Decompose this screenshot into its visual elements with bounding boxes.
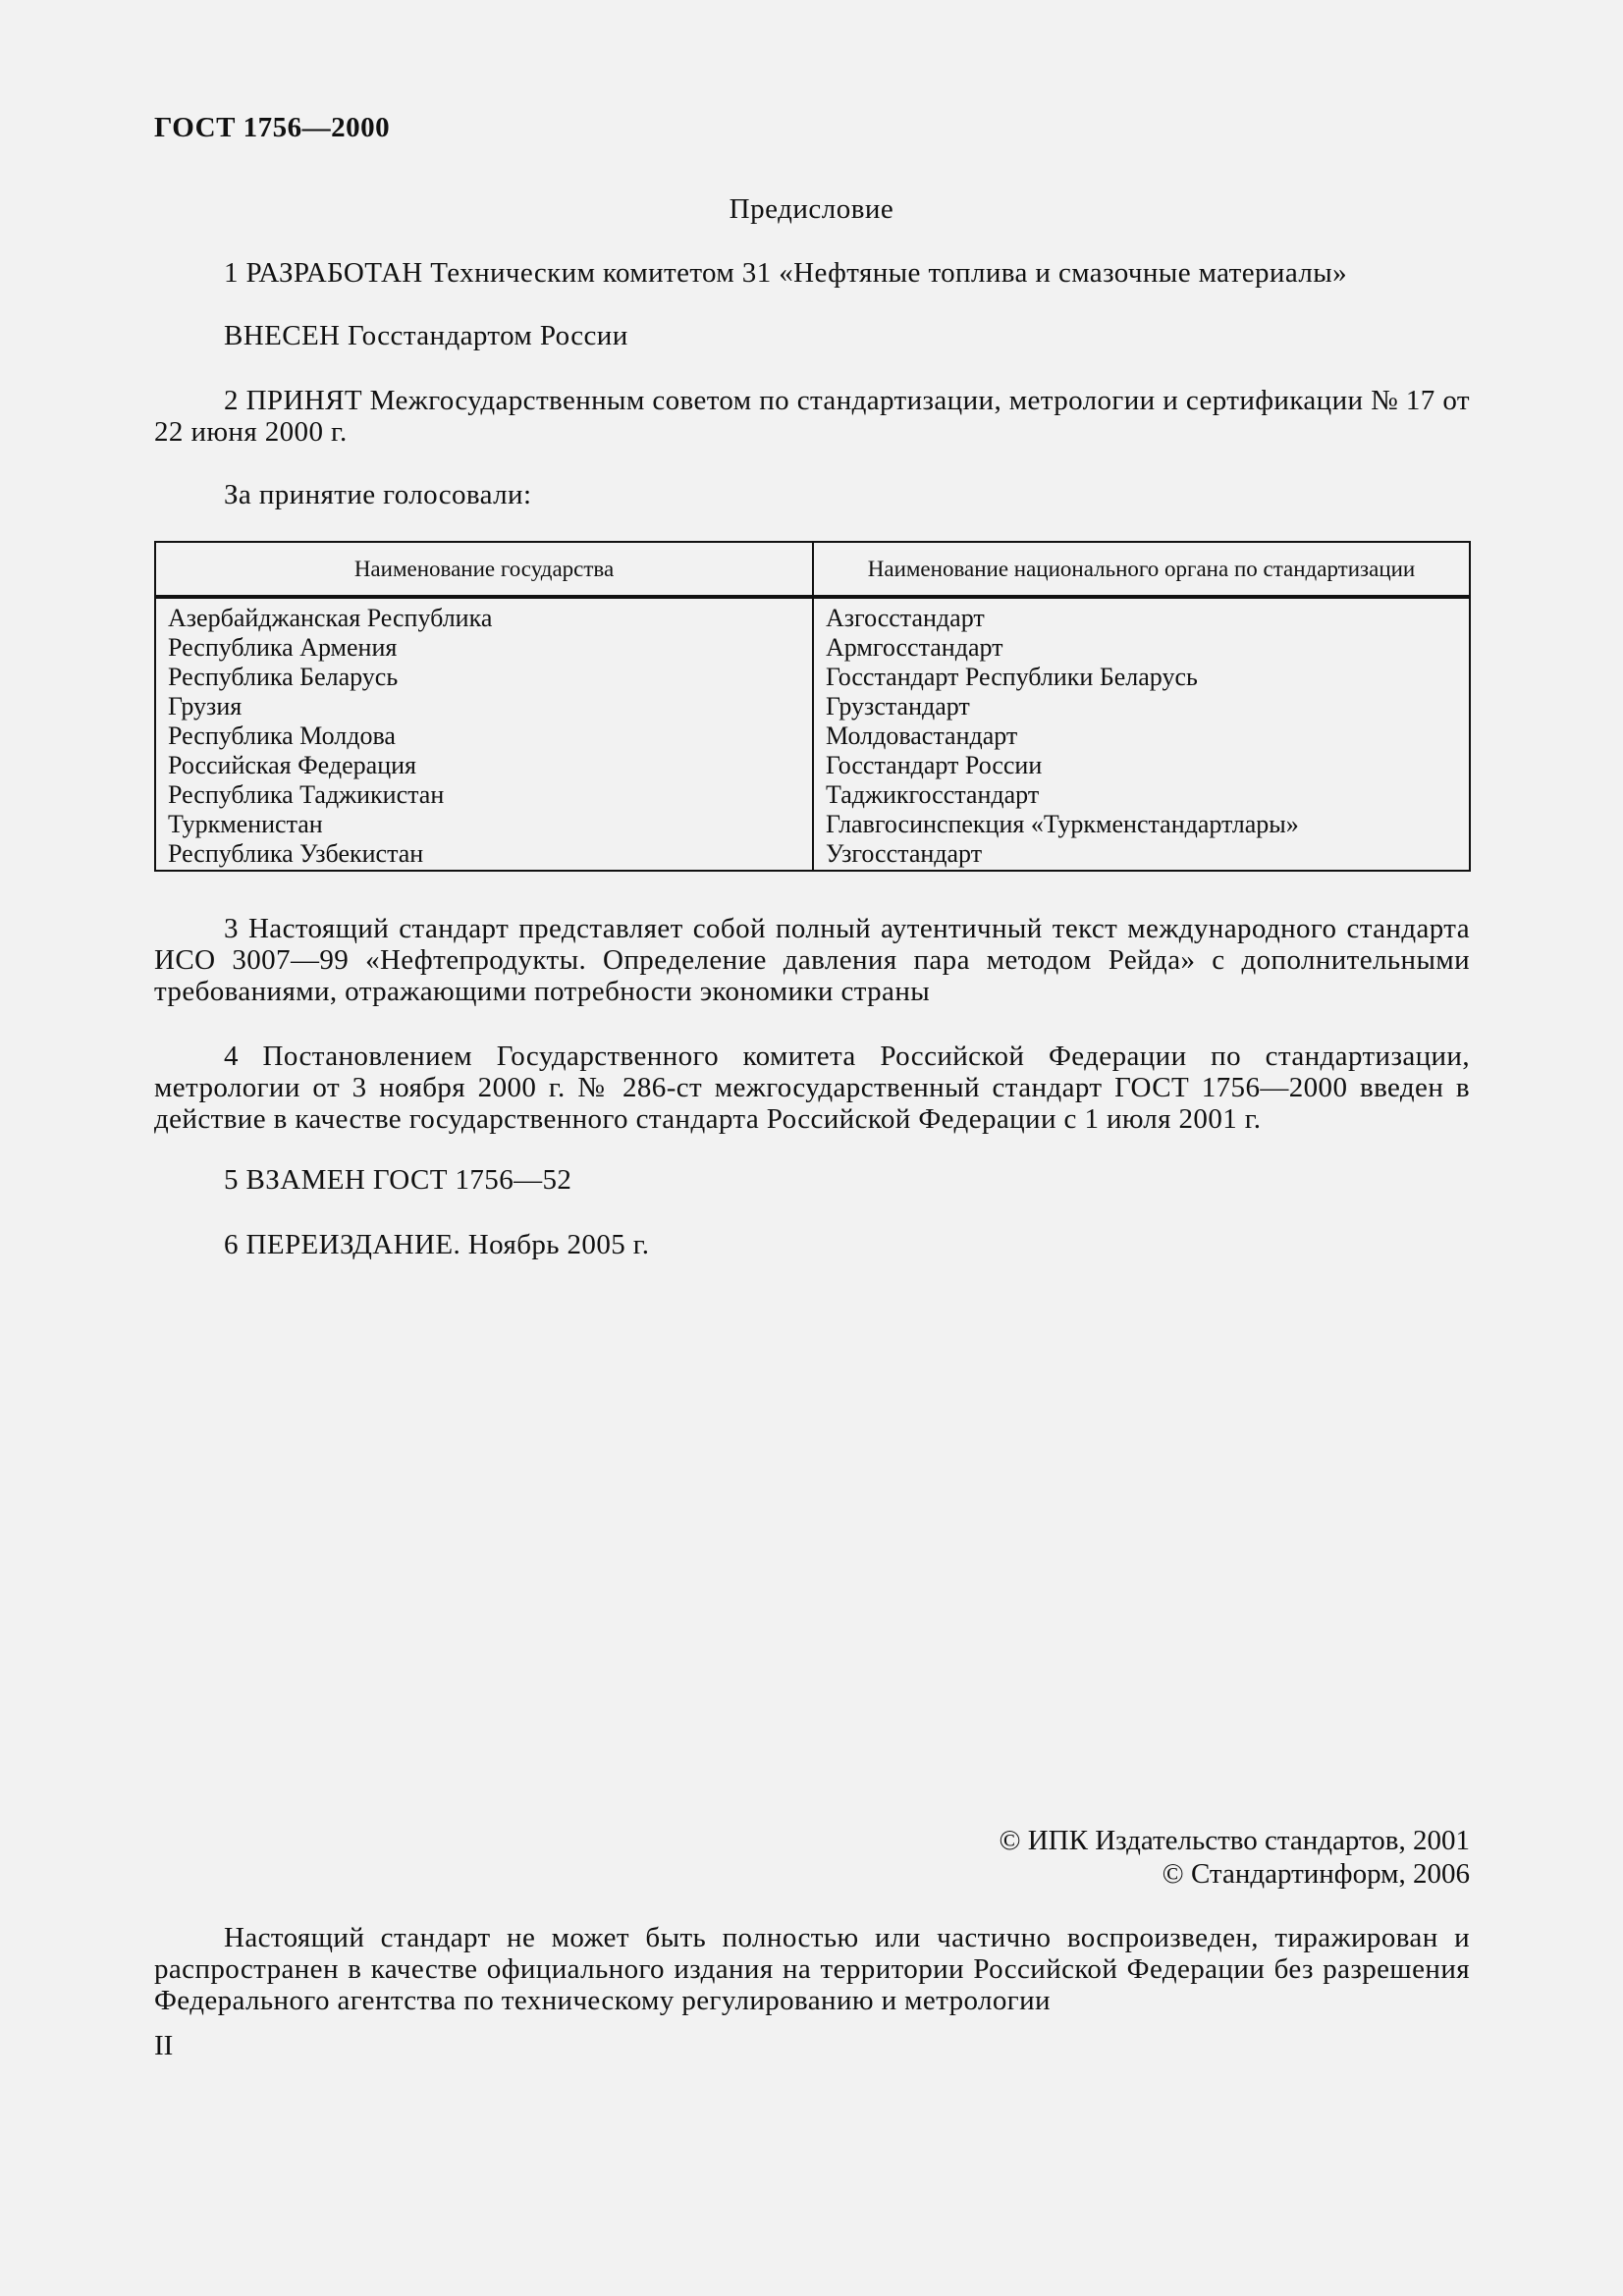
voted-label-row bbox=[154, 479, 1470, 510]
item-6-reissue: 6 ПЕРЕИЗДАНИЕ. Ноябрь 2005 г. bbox=[224, 1229, 650, 1260]
table-row bbox=[155, 781, 1470, 811]
table-row bbox=[155, 664, 1470, 693]
voted-label: За принятие голосовали: bbox=[224, 479, 532, 510]
body-cell: Грузстандарт bbox=[813, 693, 1470, 722]
body-cell: Узгосстандарт bbox=[813, 840, 1470, 871]
item-1-introduced bbox=[154, 320, 1470, 351]
state-cell: Туркменистан bbox=[155, 811, 813, 840]
body-cell: Армгосстандарт bbox=[813, 634, 1470, 664]
item-4-decree: 4 Постановлением Государственного комитета Российской Федерации по стандартизации, метрологии от 3 ноября 2000 г. № 286-ст межгосударственный стандарт ГОСТ 1756—2000 введен в действие в качестве государственного стандарта Российской Федерации с 1 июля 2001 г. bbox=[154, 1041, 1470, 1135]
body-cell: Азгосстандарт bbox=[813, 597, 1470, 634]
introduced-text: ВНЕСЕН Госстандартом России bbox=[224, 320, 628, 351]
reproduction-notice: Настоящий стандарт не может быть полностью или частично воспроизведен, тиражирован и распространен в качестве официального издания на территории Российской Федерации без разрешения Федерального агентства по техническому регулированию и метрологии bbox=[154, 1922, 1470, 2016]
table-row bbox=[155, 722, 1470, 752]
table-row bbox=[155, 693, 1470, 722]
state-cell: Республика Узбекистан bbox=[155, 840, 813, 871]
body-cell: Главгосинспекция «Туркменстандартлары» bbox=[813, 811, 1470, 840]
body-cell: Госстандарт России bbox=[813, 752, 1470, 781]
state-cell: Республика Армения bbox=[155, 634, 813, 664]
table-row bbox=[155, 840, 1470, 871]
copyright-line: © Стандартинформ, 2006 bbox=[1162, 1858, 1470, 1890]
table-row bbox=[155, 811, 1470, 840]
state-cell: Республика Беларусь bbox=[155, 664, 813, 693]
page-number: II bbox=[154, 2030, 174, 2061]
state-cell: Азербайджанская Республика bbox=[155, 597, 813, 634]
copyright-line: © ИПК Издательство стандартов, 2001 bbox=[999, 1825, 1470, 1856]
copyright-block bbox=[999, 1824, 1470, 1891]
item-2-adopted: 2 ПРИНЯТ Межгосударственным советом по стандартизации, метрологии и сертификации № 17 от 22 июня 2000 г. bbox=[154, 385, 1470, 448]
state-cell: Российская Федерация bbox=[155, 752, 813, 781]
state-cell: Республика Молдова bbox=[155, 722, 813, 752]
body-cell: Таджикгосстандарт bbox=[813, 781, 1470, 811]
state-cell: Республика Таджикистан bbox=[155, 781, 813, 811]
item-6-reissue-row bbox=[154, 1229, 1470, 1260]
standard-code: ГОСТ 1756—2000 bbox=[154, 112, 391, 143]
item-1-text: 1 РАЗРАБОТАН Техническим комитетом 31 «Нефтяные топлива и смазочные материалы» bbox=[224, 257, 1348, 289]
item-1-developed bbox=[154, 257, 1470, 289]
section-title: Предисловие bbox=[729, 193, 894, 225]
item-3-authentic-text: 3 Настоящий стандарт представляет собой полный аутентичный текст международного стандарта ИСО 3007—99 «Нефтепродукты. Определение давления пара методом Рейда» с дополнительными требованиями, отражающими потребности экономики страны bbox=[154, 913, 1470, 1007]
table-header-row bbox=[155, 542, 1470, 597]
voting-table bbox=[154, 541, 1471, 872]
header-body: Наименование национального органа по стандартизации bbox=[813, 542, 1470, 597]
body-cell: Молдовастандарт bbox=[813, 722, 1470, 752]
table-row bbox=[155, 752, 1470, 781]
header-state: Наименование государства bbox=[155, 542, 813, 597]
item-5-replaces-row bbox=[154, 1164, 1470, 1196]
state-cell: Грузия bbox=[155, 693, 813, 722]
table-row bbox=[155, 597, 1470, 634]
item-5-replaces: 5 ВЗАМЕН ГОСТ 1756—52 bbox=[224, 1164, 572, 1196]
body-cell: Госстандарт Республики Беларусь bbox=[813, 664, 1470, 693]
table-row bbox=[155, 634, 1470, 664]
